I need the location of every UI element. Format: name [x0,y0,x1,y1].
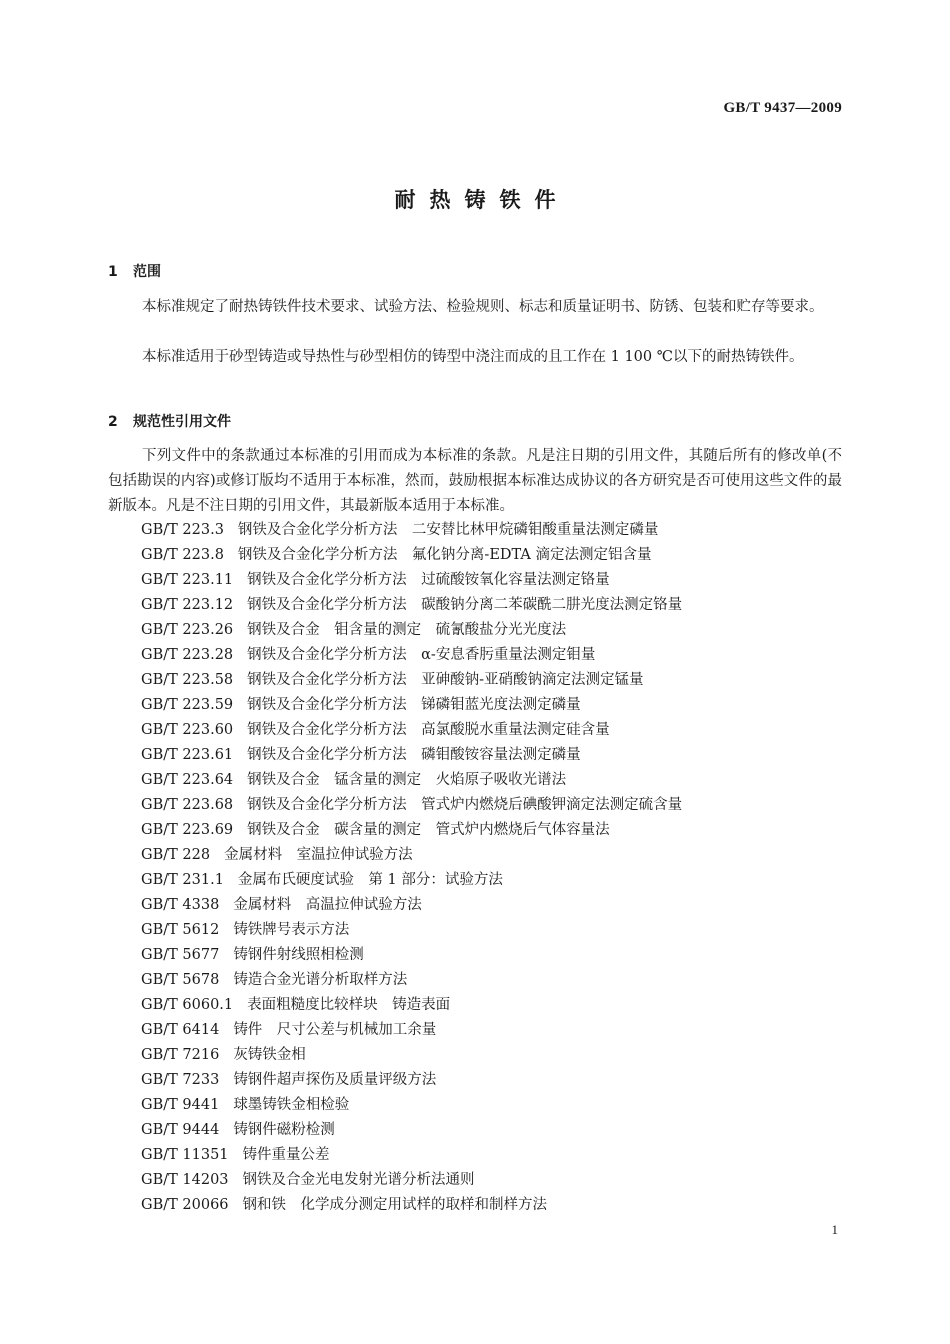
reference-title: 球墨铸铁金相检验 [233,1097,350,1113]
reference-item [141,1193,682,1218]
reference-item [141,918,682,943]
reference-item [141,1118,682,1143]
section-heading-scope [108,261,161,281]
reference-title: 铸钢件超声探伤及质量评级方法 [233,1072,437,1088]
references-intro-paragraph: 下列文件中的条款通过本标准的引用而成为本标准的条款。凡是注日期的引用文件，其随后所有的修改单(不包括勘误的内容)或修订版均不适用于本标准，然而，鼓励根据本标准达成协议的各方研究是否可使用这些文件的最新版本。凡是不注日期的引用文件，其最新版本适用于本标准。 [108,448,842,514]
reference-code: GB/T 7216 [141,1047,220,1063]
reference-item [141,968,682,993]
reference-code: GB/T 5612 [141,922,220,938]
section-heading-normative-references [108,411,231,431]
document-title: 耐热铸铁件 [394,188,570,212]
reference-title: 铸件重量公差 [242,1147,330,1163]
reference-title: 钢铁及合金 钼含量的测定 硫氰酸盐分光光度法 [247,622,567,638]
reference-item [141,943,682,968]
reference-item [141,518,682,543]
section-title: 范围 [133,264,161,280]
page-number: 1 [831,1222,838,1237]
reference-item [141,1143,682,1168]
reference-title: 表面粗糙度比较样块 铸造表面 [247,997,451,1013]
reference-code: GB/T 223.28 [141,647,234,663]
reference-code: GB/T 7233 [141,1072,220,1088]
reference-item [141,593,682,618]
reference-code: GB/T 9441 [141,1097,220,1113]
section-number: 1 [108,264,118,280]
reference-title: 钢铁及合金化学分析方法 过硫酸铵氧化容量法测定铬量 [247,572,610,588]
reference-list [141,518,682,1218]
scope-paragraph-2: 本标准适用于砂型铸造或导热性与砂型相仿的铸型中浇注而成的且工作在 1 100 ℃以下的耐热铸铁件。 [142,349,804,365]
reference-code: GB/T 223.68 [141,797,234,813]
reference-item [141,993,682,1018]
section-title: 规范性引用文件 [133,414,231,430]
reference-item [141,643,682,668]
reference-title: 钢和铁 化学成分测定用试样的取样和制样方法 [242,1197,548,1213]
reference-item [141,1043,682,1068]
reference-item [141,718,682,743]
reference-title: 灰铸铁金相 [233,1047,306,1063]
reference-title: 钢铁及合金化学分析方法 管式炉内燃烧后碘酸钾滴定法测定硫含量 [247,797,683,813]
reference-title: 钢铁及合金化学分析方法 二安替比林甲烷磷钼酸重量法测定磷量 [237,522,659,538]
reference-item [141,1093,682,1118]
reference-item [141,693,682,718]
reference-item [141,793,682,818]
reference-item [141,868,682,893]
reference-code: GB/T 6414 [141,1022,220,1038]
reference-code: GB/T 4338 [141,897,220,913]
reference-code: GB/T 223.3 [141,522,224,538]
reference-item [141,893,682,918]
reference-code: GB/T 223.69 [141,822,234,838]
reference-item [141,668,682,693]
reference-title: 钢铁及合金化学分析方法 磷钼酸铵容量法测定磷量 [247,747,581,763]
reference-item [141,743,682,768]
reference-code: GB/T 223.12 [141,597,234,613]
reference-item [141,1068,682,1093]
reference-item [141,818,682,843]
reference-code: GB/T 223.58 [141,672,234,688]
reference-item [141,1018,682,1043]
reference-title: 钢铁及合金化学分析方法 碳酸钠分离二苯碳酰二肼光度法测定铬量 [247,597,683,613]
reference-code: GB/T 223.11 [141,572,234,588]
reference-code: GB/T 223.64 [141,772,234,788]
reference-title: 铸钢件磁粉检测 [233,1122,335,1138]
reference-item [141,843,682,868]
reference-code: GB/T 5677 [141,947,220,963]
standard-number: GB/T 9437—2009 [723,100,842,116]
reference-code: GB/T 9444 [141,1122,220,1138]
reference-code: GB/T 5678 [141,972,220,988]
reference-title: 铸钢件射线照相检测 [233,947,364,963]
reference-title: 铸造合金光谱分析取样方法 [233,972,408,988]
reference-title: 金属材料 室温拉伸试验方法 [224,847,413,863]
reference-code: GB/T 223.59 [141,697,234,713]
section-number: 2 [108,414,118,430]
reference-title: 铸铁牌号表示方法 [233,922,350,938]
reference-item [141,543,682,568]
reference-item [141,1168,682,1193]
reference-title: 钢铁及合金化学分析方法 氟化钠分离-EDTA 滴定法测定铝含量 [237,547,652,563]
reference-title: 钢铁及合金化学分析方法 高氯酸脱水重量法测定硅含量 [247,722,610,738]
reference-code: GB/T 228 [141,847,211,863]
reference-title: 钢铁及合金光电发射光谱分析法通则 [242,1172,475,1188]
reference-code: GB/T 223.60 [141,722,234,738]
reference-code: GB/T 14203 [141,1172,229,1188]
reference-code: GB/T 20066 [141,1197,229,1213]
reference-title: 铸件 尺寸公差与机械加工余量 [233,1022,437,1038]
reference-code: GB/T 6060.1 [141,997,234,1013]
reference-title: 钢铁及合金 碳含量的测定 管式炉内燃烧后气体容量法 [247,822,610,838]
reference-title: 钢铁及合金化学分析方法 α-安息香肟重量法测定钼量 [247,647,596,663]
reference-item [141,568,682,593]
reference-item [141,618,682,643]
reference-code: GB/T 223.8 [141,547,224,563]
reference-title: 钢铁及合金化学分析方法 锑磷钼蓝光度法测定磷量 [247,697,581,713]
reference-title: 金属材料 高温拉伸试验方法 [233,897,422,913]
reference-title: 钢铁及合金化学分析方法 亚砷酸钠-亚硝酸钠滴定法测定锰量 [247,672,644,688]
reference-item [141,768,682,793]
reference-code: GB/T 11351 [141,1147,229,1163]
reference-code: GB/T 223.26 [141,622,234,638]
scope-paragraph-1: 本标准规定了耐热铸铁件技术要求、试验方法、检验规则、标志和质量证明书、防锈、包装和贮存等要求。 [142,299,824,315]
reference-code: GB/T 223.61 [141,747,234,763]
reference-code: GB/T 231.1 [141,872,224,888]
reference-title: 金属布氏硬度试验 第 1 部分：试验方法 [237,872,503,888]
reference-title: 钢铁及合金 锰含量的测定 火焰原子吸收光谱法 [247,772,567,788]
